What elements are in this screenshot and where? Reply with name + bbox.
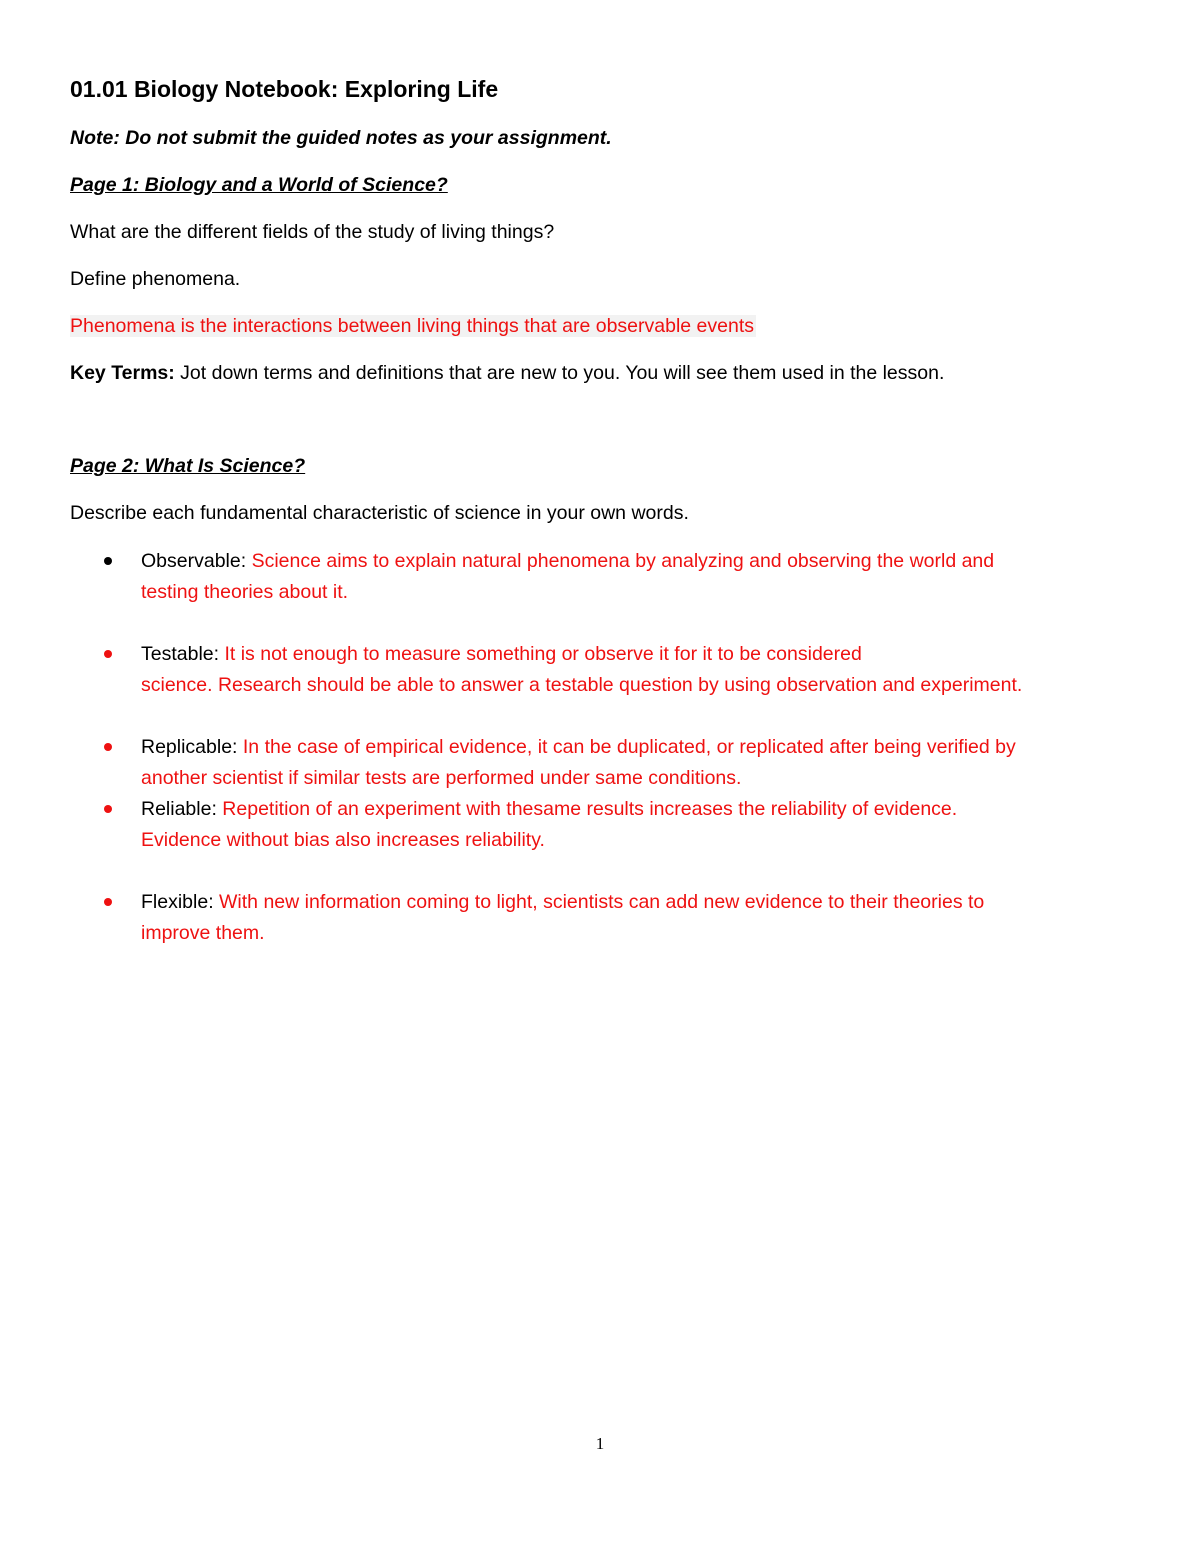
- item-answer-reliable-line1: Repetition of an experiment with thesame results increases the reliability of evidence.: [222, 798, 958, 820]
- list-item-testable: [70, 639, 1130, 701]
- list-item-observable: [70, 546, 1130, 608]
- document-title: 01.01 Biology Notebook: Exploring Life: [70, 76, 499, 102]
- list-item-flexible: [70, 887, 1130, 949]
- section-heading-page-1: Page 1: Biology and a World of Science?: [70, 174, 448, 196]
- bullet-icon: [104, 898, 112, 906]
- list-item-replicable: [70, 732, 1130, 794]
- item-answer-testable-line1: It is not enough to measure something or observe it for it to be considered: [224, 643, 862, 665]
- item-label-replicable: Replicable:: [141, 736, 243, 758]
- bullet-icon: [104, 743, 112, 751]
- item-label-testable: Testable:: [141, 643, 225, 665]
- key-terms-instructions: Jot down terms and definitions that are new to you. You will see them used in the lesson.: [174, 362, 945, 384]
- item-answer-testable-line2: science. Research should be able to answer a testable question by using observation and experiment.: [141, 674, 1023, 696]
- item-label-reliable: Reliable:: [141, 798, 223, 820]
- list-item-reliable: [70, 794, 1130, 856]
- page-number: 1: [595, 1434, 605, 1453]
- answer-define-phenomena-text: Phenomena is the interactions between living things that are observable events: [70, 315, 755, 337]
- characteristics-list: [70, 546, 1130, 949]
- section-heading-page-2: Page 2: What Is Science?: [70, 455, 306, 477]
- item-label-flexible: Flexible:: [141, 891, 220, 913]
- prompt-describe-characteristics: Describe each fundamental characteristic of science in your own words.: [70, 502, 689, 524]
- question-define-phenomena: Define phenomena.: [70, 268, 241, 290]
- bullet-icon: [104, 805, 112, 813]
- bullet-icon: [104, 650, 112, 658]
- question-fields-of-study: What are the different fields of the study of living things?: [70, 221, 555, 243]
- item-answer-flexible-line1: With new information coming to light, scientists can add new evidence to their theories to: [219, 891, 985, 913]
- key-terms-line: [70, 359, 1130, 387]
- item-answer-replicable-line2: another scientist if similar tests are performed under same conditions.: [141, 767, 742, 789]
- answer-define-phenomena: [70, 312, 1130, 340]
- key-terms-label: Key Terms:: [70, 362, 175, 384]
- document-body: [70, 72, 1130, 949]
- bullet-icon: [104, 557, 112, 565]
- assignment-note: Note: Do not submit the guided notes as your assignment.: [70, 127, 612, 149]
- item-label-observable: Observable:: [141, 550, 252, 572]
- item-answer-observable-line1: Science aims to explain natural phenomena by analyzing and observing the world and: [251, 550, 995, 572]
- item-answer-replicable-line1: In the case of empirical evidence, it can be duplicated, or replicated after being verified by: [242, 736, 1016, 758]
- item-answer-observable-line2: testing theories about it.: [141, 581, 349, 603]
- item-answer-reliable-line2: Evidence without bias also increases reliability.: [141, 829, 545, 851]
- item-answer-flexible-line2: improve them.: [141, 922, 265, 944]
